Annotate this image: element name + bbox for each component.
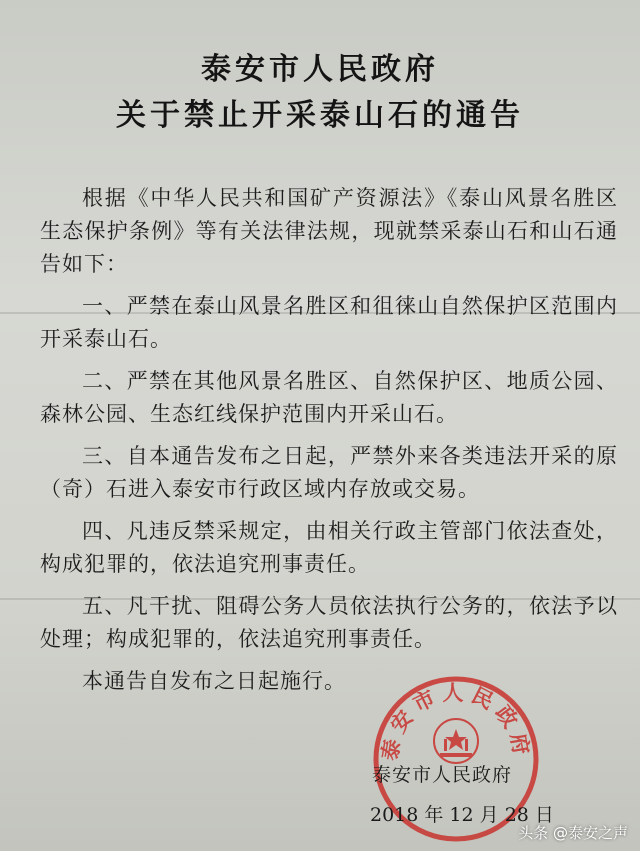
svg-text:泰安市人民政府 xyxy=(377,680,535,762)
notice-paragraph: 三、自本通告发布之日起，严禁外来各类违法开采的原（奇）石进入泰安市行政区域内存放或交易。 xyxy=(40,444,618,501)
document-title-issuer: 泰安市人民政府 xyxy=(201,52,439,87)
document-title-subject: 关于禁止开采泰山石的通告 xyxy=(116,98,524,133)
notice-body xyxy=(40,182,618,698)
notice-paragraph: 一、严禁在泰山风景名胜区和徂徕山自然保护区范围内开采泰山石。 xyxy=(40,294,618,351)
national-emblem-icon xyxy=(434,719,478,763)
notice-paragraph: 根据《中华人民共和国矿产资源法》《泰山风景名胜区生态保护条例》等有关法律法规，现就禁采泰山石和山石通告如下： xyxy=(40,186,618,276)
notice-paragraph: 五、凡干扰、阻碍公务人员依法执行公务的，依法予以处理；构成犯罪的，依法追究刑事责任。 xyxy=(40,594,618,651)
seal-text: 泰安市人民政府 xyxy=(376,679,536,763)
notice-paragraph: 本通告自发布之日起施行。 xyxy=(82,669,346,693)
notice-paragraph: 二、严禁在其他风景名胜区、自然保护区、地质公园、森林公园、生态红线保护范围内开采山石。 xyxy=(40,369,618,426)
platform-watermark: 头条 @泰安之声 xyxy=(518,824,628,842)
signing-date: 2018 年 12 月 28 日 xyxy=(370,804,554,826)
signing-organization: 泰安市人民政府 xyxy=(372,764,513,786)
notice-paragraph: 四、凡违反禁采规定，由相关行政主管部门依法查处，构成犯罪的，依法追究刑事责任。 xyxy=(40,519,618,576)
